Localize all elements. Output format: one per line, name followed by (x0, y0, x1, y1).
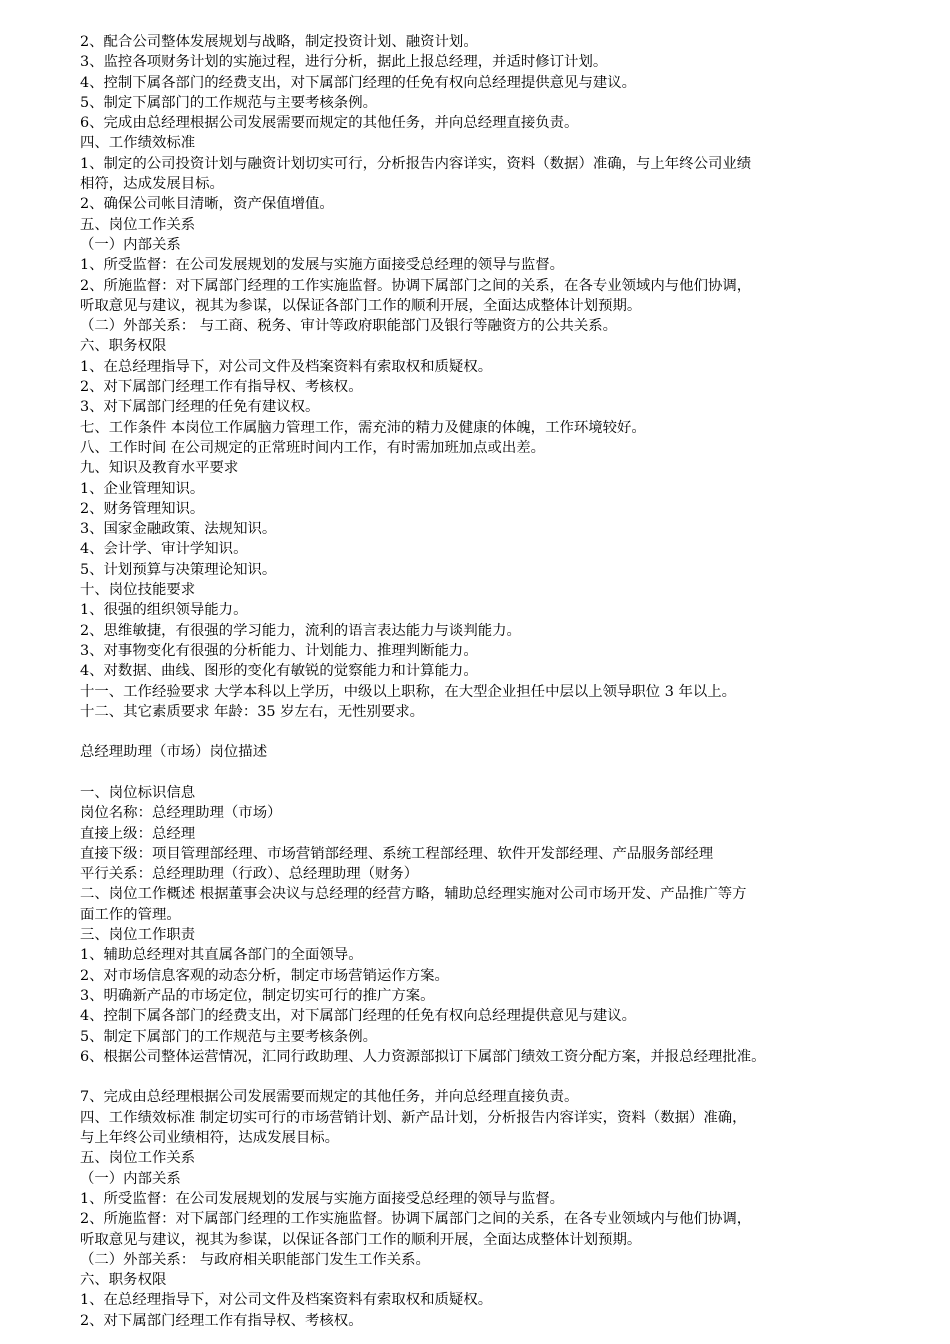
section-heading: 十、岗位技能要求 (80, 582, 196, 599)
text-line: 1、很强的组织领导能力。 (80, 602, 248, 619)
text-line: 2、所施监督：对下属部门经理的工作实施监督。协调下属部门之间的关系，在各专业领域内与他们协调， (80, 277, 752, 294)
text-line: 1、所受监督：在公司发展规划的发展与实施方面接受总经理的领导与监督。 (80, 1190, 565, 1207)
section-part1 (80, 32, 920, 722)
text-line: 2、所施监督：对下属部门经理的工作实施监督。协调下属部门之间的关系，在各专业领域内与他们协调， (80, 1211, 752, 1228)
section-part3 (80, 1087, 920, 1331)
text-line: 3、对下属部门经理的任免有建议权。 (80, 399, 320, 416)
blank-line (80, 763, 920, 783)
text-line: 3、明确新产品的市场定位，制定切实可行的推广方案。 (80, 987, 435, 1004)
text-line: 5、制定下属部门的工作规范与主要考核条例。 (80, 1028, 377, 1045)
text-line: 直接上级：总经理 (80, 825, 196, 842)
text-line: 3、国家金融政策、法规知识。 (80, 521, 277, 538)
text-line: 7、完成由总经理根据公司发展需要而规定的其他任务，并向总经理直接负责。 (80, 1089, 579, 1106)
blank-line (80, 722, 920, 742)
text-line: 2、思维敏捷，有很强的学习能力，流利的语言表达能力与谈判能力。 (80, 622, 521, 639)
section-heading: 四、工作绩效标准 制定切实可行的市场营销计划、新产品计划，分析报告内容详实，资料（数据）准确， (80, 1109, 747, 1126)
section-heading: 一、岗位标识信息 (80, 784, 196, 801)
section-part2 (80, 783, 920, 1067)
subsection-heading: （二）外部关系： 与工商、税务、审计等政府职能部门及银行等融资方的公共关系。 (80, 318, 618, 335)
section-heading: 六、职务权限 (80, 338, 167, 355)
text-line: 2、财务管理知识。 (80, 500, 205, 517)
text-line: 4、控制下属各部门的经费支出，对下属部门经理的任免有权向总经理提供意见与建议。 (80, 74, 637, 91)
text-line: 听取意见与建议，视其为参谋，以保证各部门工作的顺利开展，全面达成整体计划预期。 (80, 297, 642, 314)
text-line: 2、对市场信息客观的动态分析，制定市场营销运作方案。 (80, 967, 449, 984)
section-heading: 六、职务权限 (80, 1272, 167, 1289)
document-page (80, 32, 920, 1331)
text-line: 2、对下属部门经理工作有指导权、考核权。 (80, 379, 363, 396)
text-line: 4、会计学、审计学知识。 (80, 541, 248, 558)
text-line: 平行关系：总经理助理（行政）、总经理助理（财务） (80, 866, 419, 883)
text-line: 1、在总经理指导下，对公司文件及档案资料有索取权和质疑权。 (80, 1292, 493, 1309)
text-line: 2、确保公司帐目清晰，资产保值增值。 (80, 196, 334, 213)
text-line: 4、控制下属各部门的经费支出，对下属部门经理的任免有权向总经理提供意见与建议。 (80, 1008, 637, 1025)
subsection-heading: （一）内部关系 (80, 1170, 181, 1187)
text-line: 4、对数据、曲线、图形的变化有敏锐的觉察能力和计算能力。 (80, 663, 478, 680)
text-line: 1、制定的公司投资计划与融资计划切实可行，分析报告内容详实，资料（数据）准确，与上年终公司业绩 (80, 155, 752, 172)
text-line: 岗位名称：总经理助理（市场） (80, 805, 282, 822)
subsection-heading: （一）内部关系 (80, 236, 181, 253)
subsection-heading: （二）外部关系： 与政府相关职能部门发生工作关系。 (80, 1251, 430, 1268)
section-heading: 十一、工作经验要求 大学本科以上学历，中级以上职称，在大型企业担任中层以上领导职位 3 年以上。 (80, 683, 737, 700)
document-title: 总经理助理（市场）岗位描述 (80, 744, 268, 761)
text-line: 直接下级：项目管理部经理、市场营销部经理、系统工程部经理、软件开发部经理、产品服务部经理 (80, 845, 714, 862)
section-heading: 五、岗位工作关系 (80, 216, 196, 233)
text-line: 听取意见与建议，视其为参谋，以保证各部门工作的顺利开展，全面达成整体计划预期。 (80, 1231, 642, 1248)
section-heading: 四、工作绩效标准 (80, 135, 196, 152)
text-line: 面工作的管理。 (80, 906, 181, 923)
section-heading: 八、工作时间 在公司规定的正常班时间内工作，有时需加班加点或出差。 (80, 439, 546, 456)
section-heading: 五、岗位工作关系 (80, 1150, 196, 1167)
section-heading: 九、知识及教育水平要求 (80, 460, 239, 477)
blank-line (80, 1067, 920, 1087)
text-line: 1、所受监督：在公司发展规划的发展与实施方面接受总经理的领导与监督。 (80, 257, 565, 274)
section-heading: 二、岗位工作概述 根据董事会决议与总经理的经营方略，辅助总经理实施对公司市场开发、产品推广等方 (80, 886, 747, 903)
text-line: 2、配合公司整体发展规划与战略，制定投资计划、融资计划。 (80, 34, 478, 50)
text-line: 5、计划预算与决策理论知识。 (80, 561, 277, 578)
text-line: 1、企业管理知识。 (80, 480, 205, 497)
text-line: 5、制定下属部门的工作规范与主要考核条例。 (80, 94, 377, 111)
text-line: 1、辅助总经理对其直属各部门的全面领导。 (80, 947, 363, 964)
text-line: 3、监控各项财务计划的实施过程，进行分析，据此上报总经理，并适时修订计划。 (80, 54, 608, 71)
text-line: 3、对事物变化有很强的分析能力、计划能力、推理判断能力。 (80, 642, 478, 659)
text-line: 相符，达成发展目标。 (80, 176, 224, 193)
text-line: 6、完成由总经理根据公司发展需要而规定的其他任务，并向总经理直接负责。 (80, 115, 579, 132)
section-heading: 三、岗位工作职责 (80, 927, 196, 944)
text-line: 2、对下属部门经理工作有指导权、考核权。 (80, 1312, 363, 1329)
text-line: 1、在总经理指导下，对公司文件及档案资料有索取权和质疑权。 (80, 358, 493, 375)
section-heading: 十二、其它素质要求 年龄：35 岁左右，无性别要求。 (80, 703, 425, 720)
section-heading: 七、工作条件 本岗位工作属脑力管理工作，需充沛的精力及健康的体魄，工作环境较好。 (80, 419, 646, 436)
text-line: 与上年终公司业绩相符，达成发展目标。 (80, 1130, 340, 1147)
text-line: 6、根据公司整体运营情况，汇同行政助理、人力资源部拟订下属部门绩效工资分配方案，并报总经理批准。 (80, 1048, 766, 1065)
